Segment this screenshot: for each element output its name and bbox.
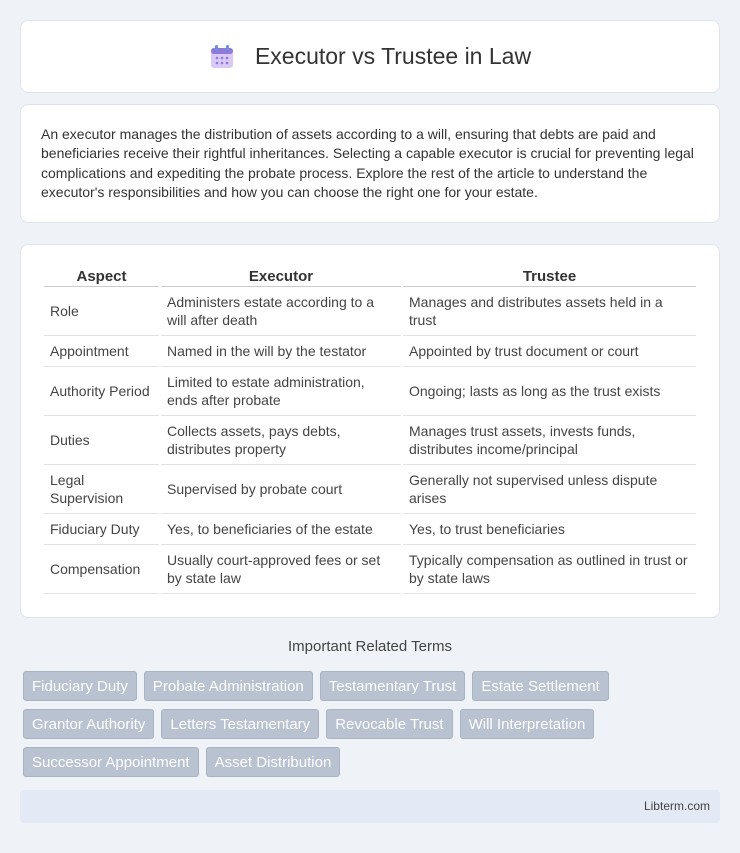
footer-site-link[interactable]: Libterm.com bbox=[643, 799, 710, 813]
related-term-tag[interactable]: Estate Settlement bbox=[472, 671, 608, 701]
row-trustee: Manages trust assets, invests funds, distributes income/principal bbox=[403, 416, 696, 465]
related-term-tag[interactable]: Fiduciary Duty bbox=[23, 671, 137, 701]
footer bbox=[20, 790, 720, 823]
table-row bbox=[44, 514, 696, 545]
table-row bbox=[44, 545, 696, 594]
intro-card bbox=[20, 104, 720, 223]
row-aspect: Appointment bbox=[44, 336, 159, 367]
comparison-card bbox=[20, 244, 720, 618]
table-row bbox=[44, 287, 696, 336]
related-terms-title: Important Related Terms bbox=[288, 638, 452, 655]
row-executor: Yes, to beneficiaries of the estate bbox=[161, 514, 401, 545]
related-term-tag[interactable]: Will Interpretation bbox=[460, 709, 595, 739]
row-trustee: Generally not supervised unless dispute arises bbox=[403, 465, 696, 514]
related-term-tag[interactable]: Letters Testamentary bbox=[161, 709, 319, 739]
row-executor: Collects assets, pays debts, distributes property bbox=[161, 416, 401, 465]
table-row bbox=[44, 336, 696, 367]
row-aspect: Role bbox=[44, 287, 159, 336]
row-executor: Limited to estate administration, ends after probate bbox=[161, 367, 401, 416]
row-trustee: Appointed by trust document or court bbox=[403, 336, 696, 367]
row-executor: Named in the will by the testator bbox=[161, 336, 401, 367]
row-executor: Administers estate according to a will after death bbox=[161, 287, 401, 336]
row-trustee: Ongoing; lasts as long as the trust exists bbox=[403, 367, 696, 416]
row-aspect: Legal Supervision bbox=[44, 465, 159, 514]
intro-text: An executor manages the distribution of assets according to a will, ensuring that debts are paid and beneficiaries receive their rightful inheritances. Selecting a capable executor is crucial for preventing legal complications and expediting the probate process. Explore the rest of the article to understand the executor's responsibilities and how you can choose the right one for your estate. bbox=[41, 126, 694, 201]
row-trustee: Typically compensation as outlined in trust or by state laws bbox=[403, 545, 696, 594]
header-executor: Executor bbox=[161, 265, 401, 287]
related-term-tag[interactable]: Grantor Authority bbox=[23, 709, 154, 739]
page-title: Executor vs Trustee in Law bbox=[254, 43, 532, 69]
table-row bbox=[44, 465, 696, 514]
row-trustee: Yes, to trust beneficiaries bbox=[403, 514, 696, 545]
related-terms-list bbox=[23, 671, 723, 777]
table-row bbox=[44, 416, 696, 465]
row-aspect: Duties bbox=[44, 416, 159, 465]
header-aspect: Aspect bbox=[44, 265, 159, 287]
table-header-row bbox=[44, 265, 696, 287]
related-term-tag[interactable]: Probate Administration bbox=[144, 671, 313, 701]
row-executor: Supervised by probate court bbox=[161, 465, 401, 514]
comparison-table bbox=[42, 265, 698, 594]
related-term-tag[interactable]: Revocable Trust bbox=[326, 709, 452, 739]
header-trustee: Trustee bbox=[403, 265, 696, 287]
title-card bbox=[20, 20, 720, 93]
related-term-tag[interactable]: Successor Appointment bbox=[23, 747, 199, 777]
calendar-icon bbox=[209, 44, 235, 70]
table-row bbox=[44, 367, 696, 416]
related-term-tag[interactable]: Asset Distribution bbox=[206, 747, 341, 777]
row-executor: Usually court-approved fees or set by state law bbox=[161, 545, 401, 594]
row-aspect: Compensation bbox=[44, 545, 159, 594]
related-term-tag[interactable]: Testamentary Trust bbox=[320, 671, 466, 701]
row-aspect: Fiduciary Duty bbox=[44, 514, 159, 545]
row-trustee: Manages and distributes assets held in a trust bbox=[403, 287, 696, 336]
row-aspect: Authority Period bbox=[44, 367, 159, 416]
